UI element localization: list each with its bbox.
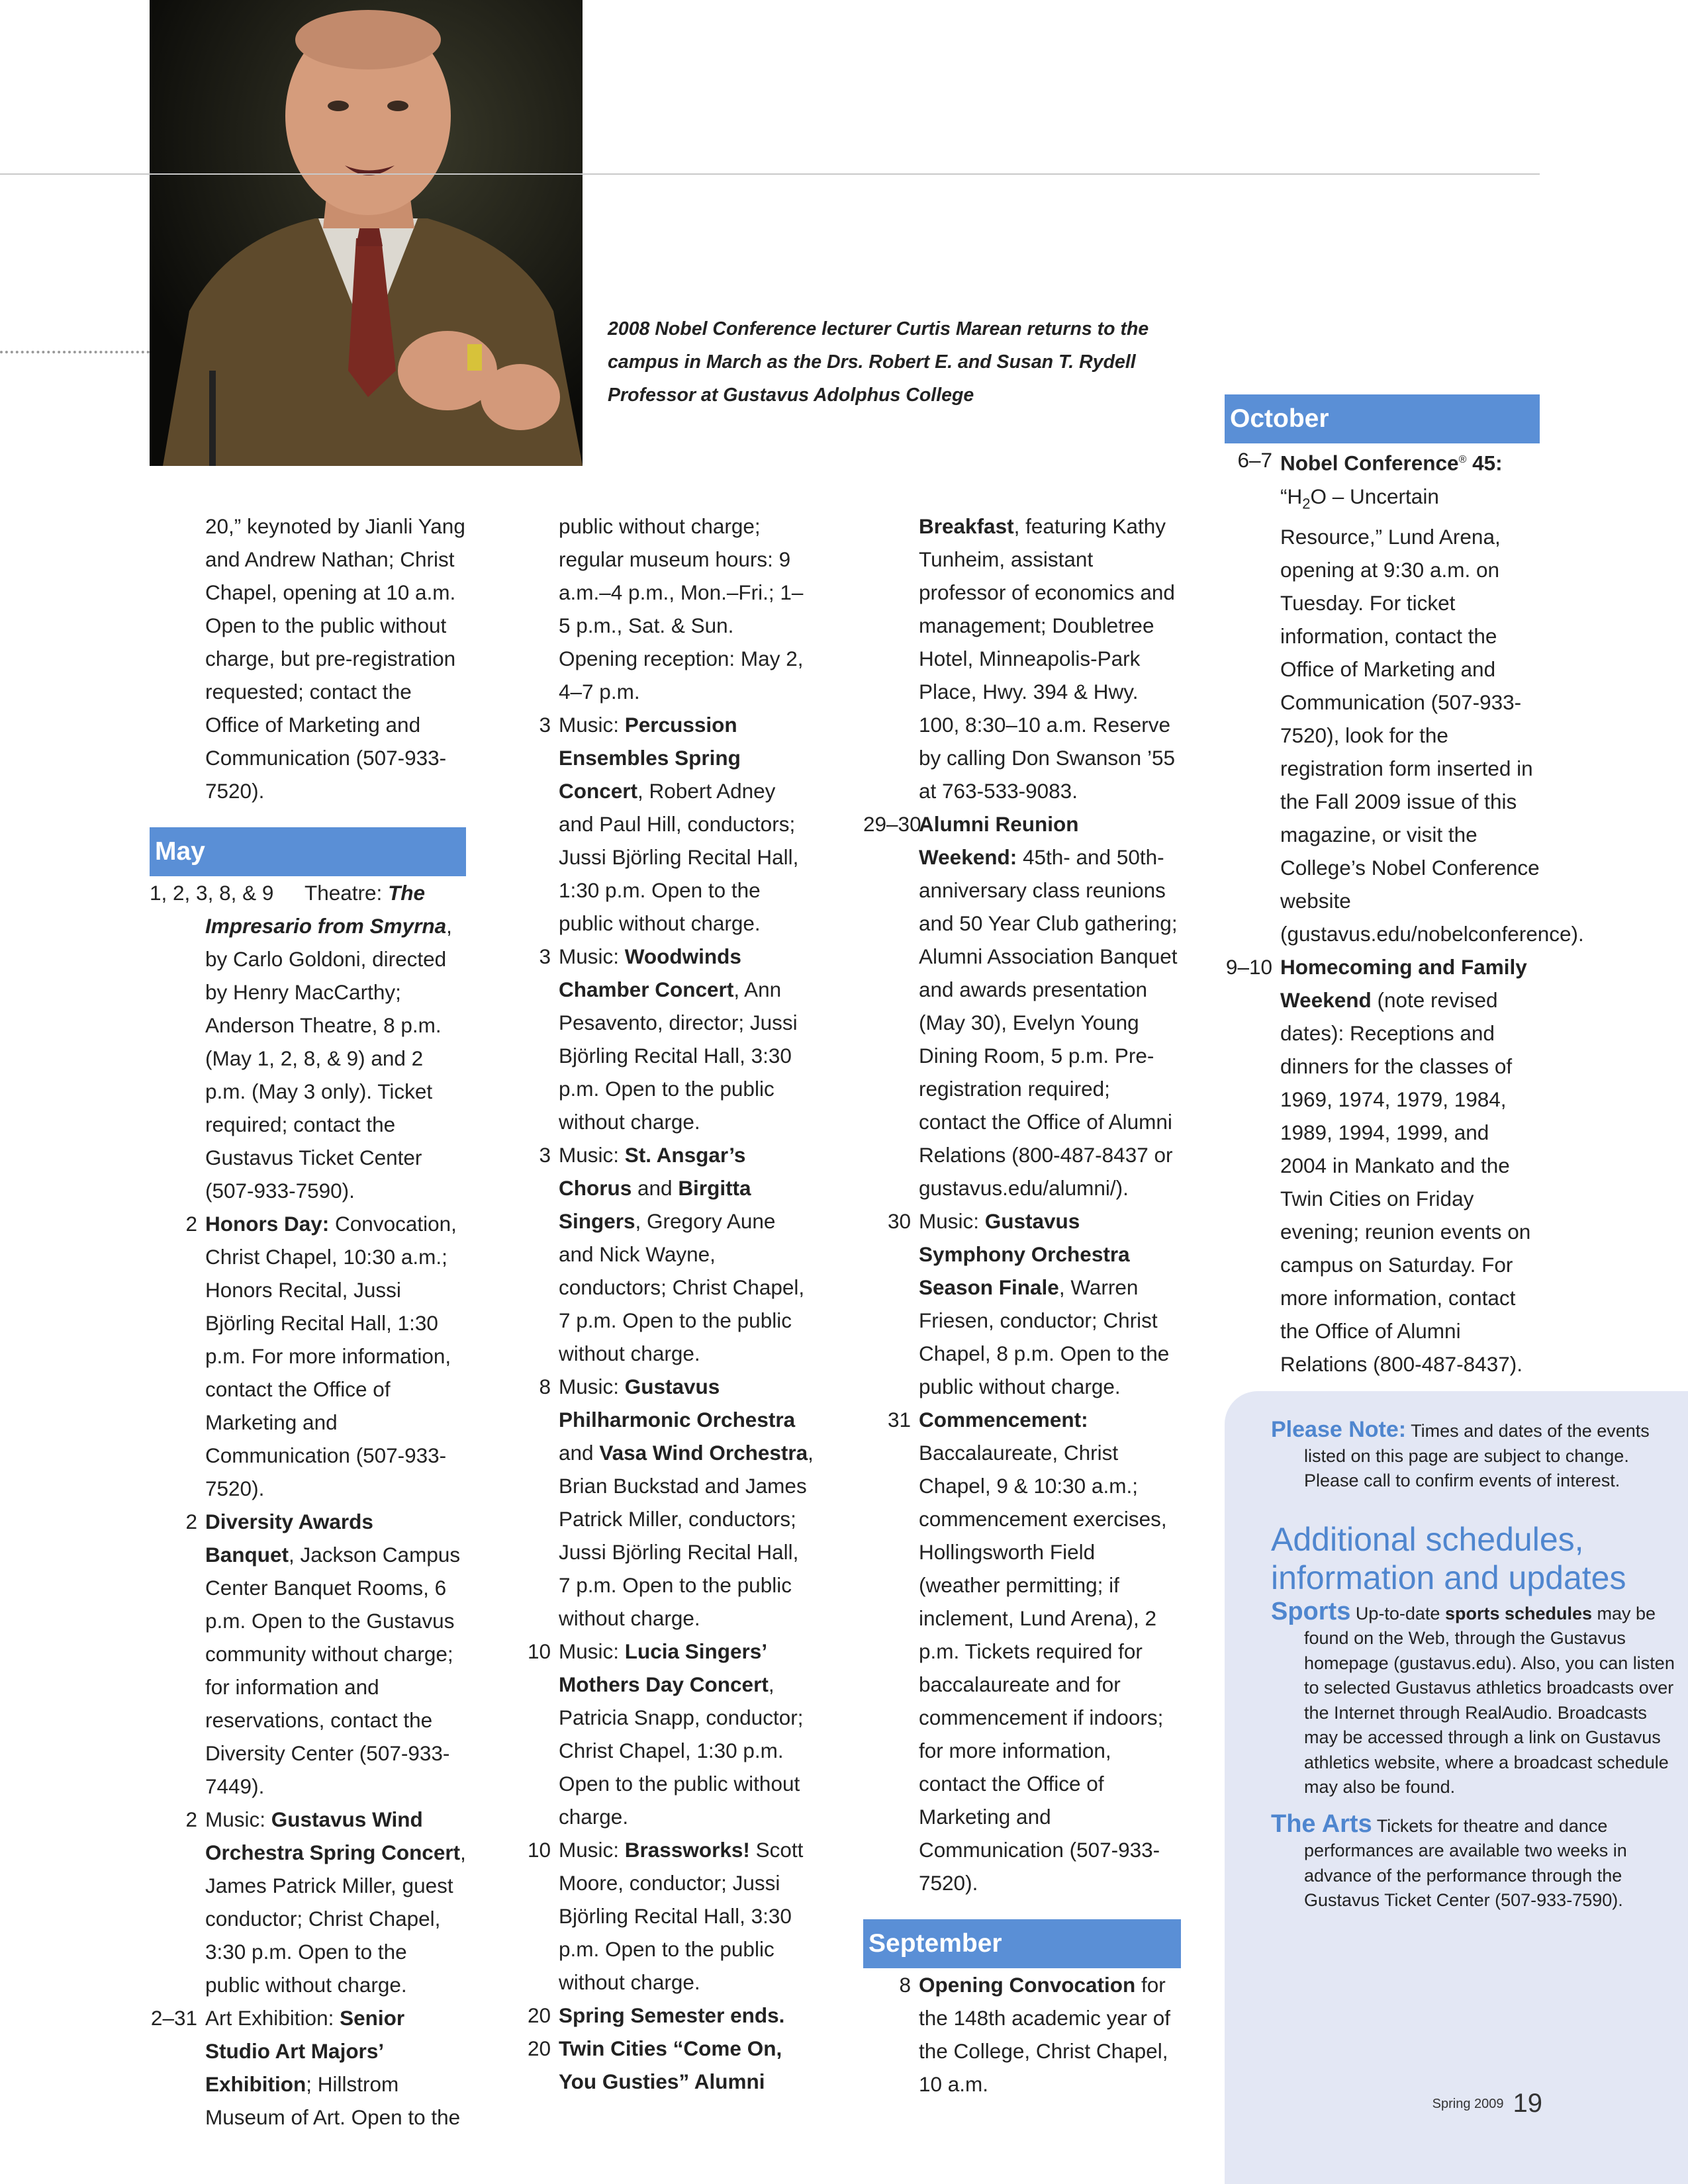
- additional-schedules-heading: Additional schedules, information and updates: [1271, 1520, 1626, 1596]
- page-footer: [1432, 2089, 1542, 2118]
- event-entry: [150, 1505, 466, 1803]
- event-entry: [503, 1370, 814, 1635]
- event-date: 2: [185, 1212, 197, 1236]
- event-details: , featuring Kathy Tunheim, assistant professor of economics and management; Doubletree Hotel, Minneapolis-Park Place, Hwy. 394 & Hwy. 100, 8:30–10 a.m. Reserve by calling Don Swanson ’55 at 763-533-9083.: [919, 514, 1175, 803]
- sports-text: may be found on the Web, through the Gustavus homepage (gustavus.edu). Also, you can listen to selected Gustavus athletics broadcasts over the Internet through RealAudio. Broadcasts may be accessed through a link on Gustavus athletics website, where a broadcast schedule may also be found.: [1304, 1603, 1675, 1797]
- event-details: ; Hillstrom Museum of Art. Open to the: [205, 2072, 461, 2129]
- event-entry: [1225, 443, 1584, 950]
- event-title: Commencement:: [919, 1408, 1088, 1432]
- event-details: , Jackson Campus Center Banquet Rooms, 6 p.m. Open to the Gustavus community without charge; for information and reservations, contact the Diversity Center (507-933-7449).: [205, 1543, 461, 1798]
- column-2: [503, 510, 814, 2098]
- event-type: Music:: [559, 1375, 625, 1398]
- event-date: 6–7: [1237, 448, 1272, 472]
- subscript-2: 2: [1302, 494, 1311, 512]
- event-title: Homecoming and Family Weekend: [1280, 954, 1527, 1012]
- column-1: [150, 510, 466, 2134]
- event-details: Baccalaureate, Christ Chapel, 9 & 10:30 a.m.; commencement exercises, Hollingsworth Field (weather permitting; if inclement, Lund Arena), 2 p.m. Tickets required for baccalaureate and for commencement if indoors; for more information, contact the Office of Marketing and Communication (507-933-7520).: [919, 1441, 1167, 1895]
- arts-info: [1271, 1809, 1675, 1913]
- event-title: The Impresario from Smyrna: [205, 881, 447, 938]
- event-entry: [503, 1635, 814, 1833]
- event-continuation: 20,” keynoted by Jianli Yang and Andrew Nathan; Christ Chapel, opening at 10 a.m. Open to the public without charge, but pre-registration requested; contact the Office of Marketing and Communication (507-933-7520).: [205, 514, 465, 803]
- event-date: 20: [527, 2036, 551, 2060]
- event-title: Alumni Reunion Weekend:: [919, 812, 1079, 869]
- event-type: Music:: [559, 1838, 625, 1862]
- event-details: , Gregory Aune and Nick Wayne, conductors; Christ Chapel, 7 p.m. Open to the public without charge.: [559, 1209, 805, 1365]
- event-entry: [503, 708, 814, 940]
- month-heading-may: May: [150, 827, 466, 876]
- event-details: , Warren Friesen, conductor; Christ Chapel, 8 p.m. Open to the public without charge.: [919, 1275, 1170, 1398]
- event-type: Music:: [559, 944, 625, 968]
- info-sidebar: [1225, 1391, 1688, 2184]
- event-details: , by Carlo Goldoni, directed by Henry MacCarthy; Anderson Theatre, 8 p.m. (May 1, 2, 8, & 9) and 2 p.m. (May 3 only). Ticket required; contact the Gustavus Ticket Center (507-933-7590).: [205, 914, 452, 1203]
- event-entry: [863, 1968, 1181, 2101]
- event-details: Convocation, Christ Chapel, 10:30 a.m.; Honors Recital, Jussi Björling Recital Hall, 1:30 p.m. For more information, contact the Office of Marketing and Communication (507-933-7520).: [205, 1212, 457, 1500]
- event-entry: [150, 1803, 466, 2001]
- event-date: 30: [887, 1209, 911, 1233]
- event-conjunction: and: [632, 1176, 679, 1200]
- event-subtitle-open: “H: [1280, 484, 1303, 508]
- arts-text: Tickets for theatre and dance performances are available two weeks in advance of the performance through the Gustavus Ticket Center (507-933-7590).: [1304, 1815, 1627, 1910]
- event-details: 45th- and 50th-anniversary class reunions and 50 Year Club gathering; Alumni Association Banquet and awards presentation (May 30), Evelyn Young Dining Room, 5 p.m. Pre-registration required; contact the Office of Alumni Relations (800-487-8437 or gustavus.edu/alumni/).: [919, 845, 1178, 1200]
- event-type: Music:: [919, 1209, 985, 1233]
- please-note: [1271, 1418, 1675, 1494]
- event-title: Diversity Awards Banquet: [205, 1510, 373, 1567]
- photo-caption: 2008 Nobel Conference lecturer Curtis Marean returns to the campus in March as the Drs. Robert E. and Susan T. Rydell Professor at Gustavus Adolphus College: [608, 318, 1149, 406]
- please-note-heading: Please Note:: [1271, 1417, 1407, 1442]
- month-heading-october: October: [1225, 394, 1540, 443]
- event-entry: [863, 1205, 1181, 1403]
- sports-heading: Sports: [1271, 1597, 1351, 1625]
- event-date: 10: [527, 1838, 551, 1862]
- event-title: Brassworks!: [624, 1838, 750, 1862]
- event-details: , Robert Adney and Paul Hill, conductors; Jussi Björling Recital Hall, 1:30 p.m. Open to the public without charge.: [559, 779, 799, 935]
- event-details: , Ann Pesavento, director; Jussi Björling Recital Hall, 3:30 p.m. Open to the public without charge.: [559, 978, 798, 1134]
- registered-mark: ®: [1458, 454, 1467, 465]
- event-date: 9–10: [1225, 954, 1272, 979]
- event-type: Music:: [559, 1143, 625, 1167]
- event-date: 2: [185, 1510, 197, 1533]
- event-title: Honors Day:: [205, 1212, 330, 1236]
- event-title: Nobel Conference: [1280, 451, 1459, 475]
- sports-schedules-bold: sports schedules: [1444, 1603, 1593, 1623]
- event-entry: [150, 1207, 466, 1505]
- event-details: , Brian Buckstad and James Patrick Miller, conductors; Jussi Björling Recital Hall, 7 p.m. Open to the public without charge.: [559, 1441, 814, 1630]
- event-date: 3: [539, 944, 551, 968]
- event-title: Gustavus Symphony Orchestra Season Finale: [919, 1209, 1130, 1299]
- event-entry: [503, 1833, 814, 1999]
- event-date: 2: [185, 1807, 197, 1831]
- event-title: Twin Cities “Come On, You Gusties” Alumni: [559, 2036, 782, 2093]
- issue-label: Spring 2009: [1432, 2097, 1504, 2111]
- event-type: Theatre:: [305, 881, 389, 905]
- event-title: Opening Convocation: [919, 1973, 1136, 1997]
- event-continuation: [863, 510, 1181, 807]
- event-entry: [503, 940, 814, 1138]
- event-type: Art Exhibition:: [205, 2006, 340, 2030]
- event-details: Lund Arena, opening at 9:30 a.m. on Tuesday. For ticket information, contact the Office of Marketing and Communication (507-933-7520), look for the registration form inserted in the Fall 2009 issue of this magazine, or visit the College’s Nobel Conference website (gustavus.edu/nobelconference).: [1280, 524, 1584, 946]
- event-entry: [150, 876, 466, 1207]
- event-date: 8: [539, 1375, 551, 1398]
- event-date: 31: [887, 1408, 911, 1432]
- event-entry: [503, 2032, 814, 2098]
- event-date: 8: [899, 1973, 911, 1997]
- event-subtitle-close: O – Uncertain Resource,”: [1280, 484, 1439, 549]
- event-title: Senior Studio Art Majors’ Exhibition: [205, 2006, 405, 2096]
- event-number: 45:: [1466, 451, 1503, 475]
- event-details: , Patricia Snapp, conductor; Christ Chapel, 1:30 p.m. Open to the public without charge.: [559, 1672, 804, 1829]
- sports-info: [1271, 1597, 1675, 1800]
- sports-pre: Up-to-date: [1350, 1603, 1445, 1623]
- event-details: (note revised dates): Receptions and dinners for the classes of 1969, 1974, 1979, 1984, 1989, 1994, 1999, and 2004 in Mankato and the Twin Cities on Friday evening; reunion events on campus on Saturday. For more information, contact the Office of Alumni Relations (800-487-8437).: [1280, 987, 1531, 1376]
- horizontal-rule: [0, 173, 1540, 175]
- event-entry: [863, 1403, 1181, 1899]
- event-title-2: Birgitta Singers: [559, 1176, 751, 1233]
- speaker-photo: [150, 0, 583, 466]
- event-title: Spring Semester ends.: [559, 2003, 785, 2027]
- event-date: 3: [539, 713, 551, 737]
- event-entry: [863, 807, 1181, 1205]
- dotted-rule: [0, 351, 150, 353]
- event-title: Gustavus Wind Orchestra Spring Concert: [205, 1807, 461, 1864]
- event-title: Gustavus Philharmonic Orchestra: [559, 1375, 796, 1432]
- column-3: [863, 510, 1181, 2101]
- month-heading-september: September: [863, 1919, 1181, 1968]
- event-date: 29–30: [863, 812, 921, 836]
- event-entry: [1225, 950, 1540, 1381]
- page-number: 19: [1513, 2089, 1542, 2118]
- speaker-illustration: [150, 0, 583, 466]
- event-details: Scott Moore, conductor; Jussi Björling Recital Hall, 3:30 p.m. Open to the public without charge.: [559, 1838, 804, 1994]
- event-title: Percussion Ensembles Spring Concert: [559, 713, 741, 803]
- event-type: Music:: [559, 713, 625, 737]
- sidebar-content: [1271, 1418, 1675, 1913]
- event-title: Lucia Singers’ Mothers Day Concert: [559, 1639, 769, 1696]
- event-date: 1, 2, 3, 8, & 9: [150, 881, 274, 905]
- please-note-text: Times and dates of the events listed on this page are subject to change. Please call to confirm events of interest.: [1304, 1421, 1650, 1490]
- event-entry: [150, 2001, 466, 2134]
- event-entry: [503, 1138, 814, 1370]
- arts-heading: The Arts: [1271, 1809, 1372, 1838]
- event-title-2: Vasa Wind Orchestra: [599, 1441, 808, 1465]
- event-details: , James Patrick Miller, guest conductor; Christ Chapel, 3:30 p.m. Open to the public without charge.: [205, 1841, 466, 1997]
- column-4: [1225, 394, 1584, 1381]
- event-entry: [503, 1999, 814, 2032]
- event-type: Music:: [205, 1807, 271, 1831]
- event-date: 10: [527, 1639, 551, 1663]
- event-title: Woodwinds Chamber Concert: [559, 944, 741, 1001]
- event-title: St. Ansgar’s Chorus: [559, 1143, 746, 1200]
- event-title: Breakfast: [919, 514, 1014, 538]
- event-continuation: public without charge; regular museum hours: 9 a.m.–4 p.m., Mon.–Fri.; 1–5 p.m., Sat. & Sun. Opening reception: May 2, 4–7 p.m.: [559, 514, 804, 704]
- event-date: 3: [539, 1143, 551, 1167]
- event-date: 2–31: [150, 2006, 197, 2030]
- event-date: 20: [527, 2003, 551, 2027]
- event-type: Music:: [559, 1639, 625, 1663]
- event-details: for the 148th academic year of the College, Christ Chapel, 10 a.m.: [919, 1973, 1170, 2096]
- event-conjunction: and: [559, 1441, 600, 1465]
